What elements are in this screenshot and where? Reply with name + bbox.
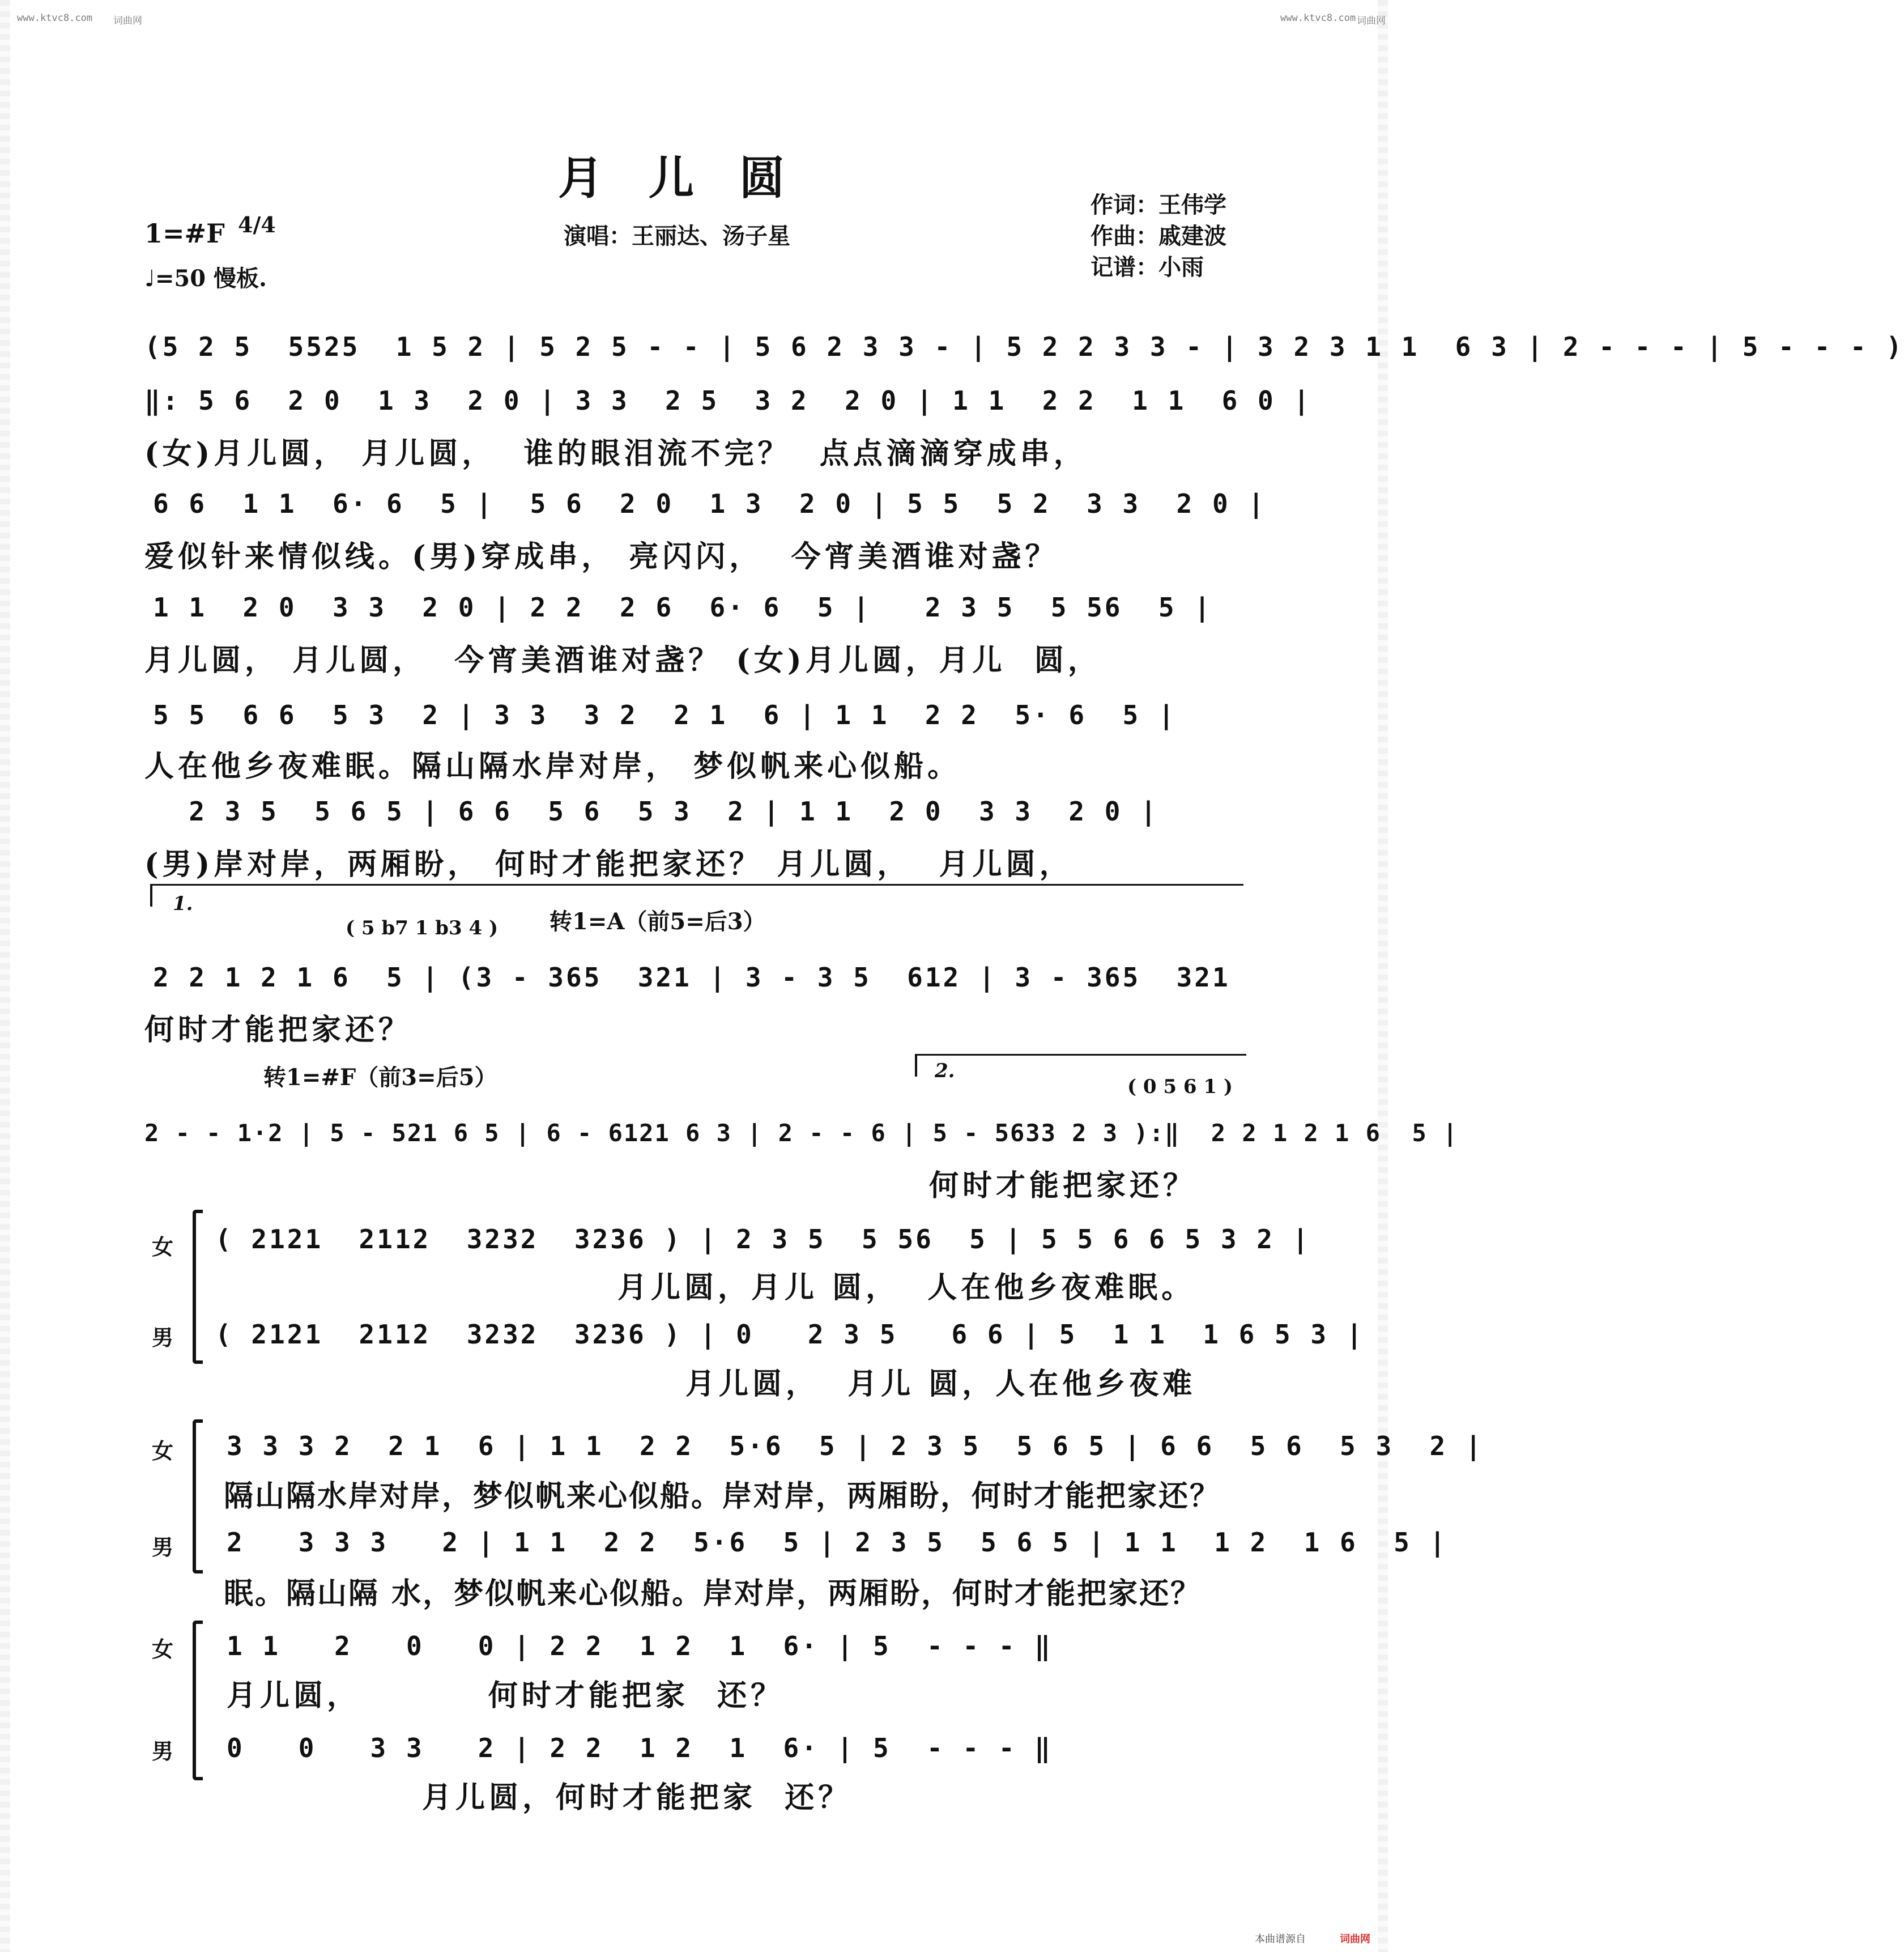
composer-credit: 作曲：戚建波 bbox=[1091, 223, 1226, 249]
duet-2-brace bbox=[193, 1419, 203, 1573]
transcriber-credit: 记谱：小雨 bbox=[1091, 254, 1204, 280]
first-ending-bracket bbox=[150, 884, 1243, 886]
system-5-notes: 2 3 5 5 6 5 | 6 6 5 6 5 3 2 | 1 1 2 0 3 3 2 0 | bbox=[153, 796, 1158, 827]
duet-1-male-label: 男 bbox=[152, 1325, 174, 1350]
left-watermark-strip bbox=[0, 0, 10, 1952]
page-title: 月儿圆 bbox=[558, 151, 830, 205]
footer-source-site[interactable]: 词曲网 bbox=[1340, 1933, 1370, 1945]
right-watermark-strip bbox=[1378, 0, 1388, 1952]
system-4-lyrics: 人在他乡夜难眠。隔山隔水岸对岸， 梦似帆来心似船。 bbox=[144, 749, 961, 784]
duet-3-brace bbox=[193, 1621, 203, 1780]
duet-1-brace bbox=[193, 1210, 203, 1364]
footer-source-label: 本曲谱源自 bbox=[1255, 1933, 1306, 1945]
second-ending-label: 2. bbox=[935, 1060, 955, 1082]
duet-3-female-lyrics: 月儿圆， 何时才能把家 还？ bbox=[227, 1678, 785, 1713]
second-ending-bracket-hook bbox=[915, 1054, 917, 1077]
system-1-notes: ‖: 5 6 2 0 1 3 2 0 | 3 3 2 5 3 2 2 0 | 1 1 2 2 1 1 6 0 | bbox=[144, 385, 1312, 416]
duet-1-female-notes: ( 2121 2112 3232 3236 ) | 2 3 5 5 56 5 | 5 5 6 6 5 3 2 | bbox=[215, 1224, 1311, 1254]
singers-credit: 演唱：王丽达、汤子星 bbox=[564, 223, 790, 249]
system-6-notes: 2 2 1 2 1 6 5 | (3 - 365 321 | 3 - 3 5 612 | 3 - 365 321 bbox=[153, 962, 1230, 993]
duet-3-male-label: 男 bbox=[152, 1738, 174, 1764]
duet-2-male-notes: 2 3 3 3 2 | 1 1 2 2 5·6 5 | 2 3 5 5 6 5 | 1 1 1 2 1 6 5 | bbox=[227, 1527, 1448, 1558]
ossia-notes: ( 5 b7 1 b3 4 ) bbox=[346, 917, 499, 939]
lyricist-credit: 作词：王伟学 bbox=[1091, 192, 1226, 218]
duet-1-female-label: 女 bbox=[152, 1234, 174, 1260]
intro-notes: (5 2 5 5525 1 5 2 | 5 2 5 - - | 5 6 2 3 3 - | 5 2 2 3 3 - | 3 2 3 1 1 6 3 | 2 - - - | 5 - - - ) bbox=[144, 331, 1904, 362]
tempo-marking: ♩=50 慢板. bbox=[144, 265, 267, 292]
duet-3-male-lyrics: 月儿圆，何时才能把家 还？ bbox=[422, 1780, 852, 1815]
modulation-to-a: 转1=A（前5=后3） bbox=[550, 908, 766, 935]
header-site-left: 词曲网 bbox=[113, 15, 142, 27]
system-7-lyrics: 何时才能把家还？ bbox=[929, 1168, 1197, 1203]
header-site-right: 词曲网 bbox=[1357, 15, 1386, 27]
system-1-lyrics: (女)月儿圆， 月儿圆， 谁的眼泪流不完？ 点点滴滴穿成串， bbox=[144, 436, 1087, 471]
pickup-notes: ( 0 5 6 1 ) bbox=[1127, 1075, 1233, 1098]
modulation-to-fsharp: 转1=#F（前3=后5） bbox=[263, 1064, 497, 1091]
duet-2-female-lyrics: 隔山隔水岸对岸，梦似帆来心似船。岸对岸，两厢盼，何时才能把家还？ bbox=[224, 1479, 1221, 1513]
system-2-lyrics: 爱似针来情似线。(男)穿成串， 亮闪闪， 今宵美酒谁对盏？ bbox=[144, 539, 1059, 574]
duet-3-female-label: 女 bbox=[152, 1636, 174, 1662]
header-url-left[interactable]: www.ktvc8.com bbox=[17, 12, 93, 24]
header-url-right[interactable]: www.ktvc8.com bbox=[1280, 12, 1356, 24]
duet-3-male-notes: 0 0 3 3 2 | 2 2 1 2 1 6· | 5 - - - ‖ bbox=[227, 1733, 1053, 1763]
system-3-lyrics: 月儿圆， 月儿圆， 今宵美酒谁对盏？ (女)月儿圆，月儿 圆， bbox=[144, 643, 1101, 678]
system-7-notes: 2 - - 1·2 | 5 - 521 6 5 | 6 - 6121 6 3 | 2 - - 6 | 5 - 5633 2 3 ):‖ 2 2 1 2 1 6 5 | bbox=[144, 1119, 1459, 1147]
system-6-lyrics: 何时才能把家还？ bbox=[144, 1013, 412, 1047]
duet-2-female-label: 女 bbox=[152, 1438, 174, 1464]
system-5-lyrics: (男)岸对岸，两厢盼， 何时才能把家还？ 月儿圆， 月儿圆， bbox=[144, 847, 1073, 882]
key-signature: 1=#F bbox=[144, 218, 225, 249]
first-ending-label: 1. bbox=[173, 892, 193, 915]
system-3-notes: 1 1 2 0 3 3 2 0 | 2 2 2 6 6· 6 5 | 2 3 5 5 56 5 | bbox=[153, 592, 1212, 623]
duet-2-male-lyrics: 眠。隔山隔 水，梦似帆来心似船。岸对岸，两厢盼，何时才能把家还？ bbox=[224, 1576, 1202, 1611]
duet-1-female-lyrics: 月儿圆，月儿 圆， 人在他乡夜难眠。 bbox=[617, 1270, 1195, 1305]
duet-2-male-label: 男 bbox=[152, 1534, 174, 1560]
duet-3-female-notes: 1 1 2 0 0 | 2 2 1 2 1 6· | 5 - - - ‖ bbox=[227, 1631, 1053, 1661]
second-ending-bracket bbox=[915, 1054, 1246, 1056]
system-4-notes: 5 5 6 6 5 3 2 | 3 3 3 2 2 1 6 | 1 1 2 2 5· 6 5 | bbox=[153, 700, 1177, 730]
time-signature: 4/4 bbox=[238, 212, 276, 237]
first-ending-bracket-hook bbox=[150, 884, 152, 907]
duet-1-male-lyrics: 月儿圆， 月儿 圆，人在他乡夜难 bbox=[685, 1367, 1196, 1401]
duet-1-male-notes: ( 2121 2112 3232 3236 ) | 0 2 3 5 6 6 | 5 1 1 1 6 5 3 | bbox=[215, 1319, 1365, 1350]
duet-2-female-notes: 3 3 3 2 2 1 6 | 1 1 2 2 5·6 5 | 2 3 5 5 6 5 | 6 6 5 6 5 3 2 | bbox=[227, 1431, 1484, 1461]
system-2-notes: 6 6 1 1 6· 6 5 | 5 6 2 0 1 3 2 0 | 5 5 5 2 3 3 2 0 | bbox=[153, 488, 1267, 519]
